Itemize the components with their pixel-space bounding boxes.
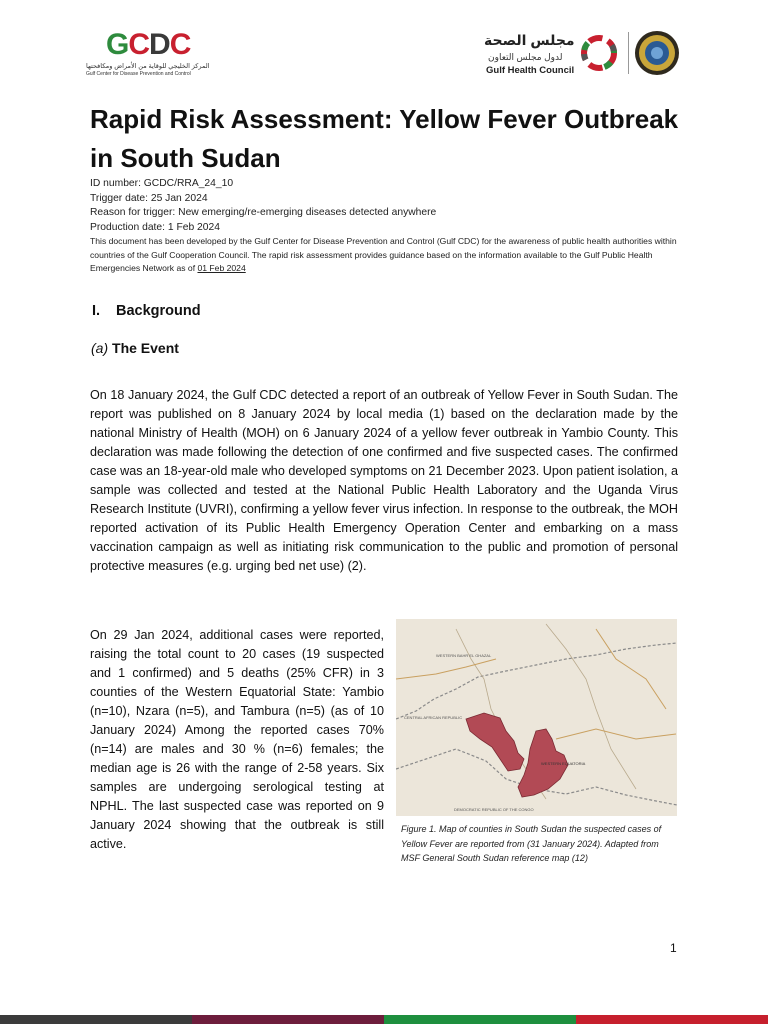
map-label-country1: CENTRAL AFRICAN REPUBLIC: [404, 715, 463, 720]
subsection-heading: [91, 340, 179, 356]
gulf-health-council-logo: [480, 28, 680, 80]
section-number: I.: [92, 303, 101, 319]
gcdc-english-name: Gulf Center for Disease Prevention and Control: [86, 71, 191, 77]
footer-bar-segment: [192, 1015, 384, 1024]
disclaimer-date: 01 Feb 2024: [197, 263, 246, 273]
ghc-arabic-subtitle: لدول مجلس التعاون: [488, 52, 563, 62]
ghc-english-name: Gulf Health Council: [486, 65, 575, 76]
ghc-arabic-title: مجلس الصحة: [484, 32, 575, 48]
figure-caption: Figure 1. Map of counties in South Sudan the suspected cases of Yellow Fever are reported from (31 January 2024). Adapted from MSF General South Sudan reference map (12): [401, 824, 662, 863]
footer-bar-segment: [576, 1015, 768, 1024]
footer-bar-segment: [384, 1015, 576, 1024]
gulf-cdc-logo: [86, 28, 216, 80]
subsection-label: (a): [91, 340, 109, 356]
gcdc-arabic-name: المركز الخليجي للوقاية من الأمراض ومكافحتها: [86, 63, 210, 70]
ribbon-emblem-icon: [576, 30, 622, 76]
gcdc-logo-text: GCDC: [106, 28, 191, 61]
gcc-seal-icon: [634, 30, 680, 76]
page-number: 1: [670, 941, 677, 955]
map-label-state2: WESTERN EQUATORIA: [541, 761, 586, 766]
production-date: Production date: 1 Feb 2024: [90, 221, 220, 233]
section-heading: [92, 303, 201, 319]
map-label-country2: DEMOCRATIC REPUBLIC OF THE CONGO: [454, 807, 534, 812]
footer-color-bar: [0, 1015, 768, 1024]
trigger-date: Trigger date: 25 Jan 2024: [90, 192, 208, 204]
disclaimer: This document has been developed by the Gulf Center for Disease Prevention and Control (Gulf CDC) for the awareness of public health authorities within countries of the Gulf Cooperation Council. The rapid risk assessment provides guidance based on the information available to the Gulf Public Health Emergencies Network as of 01 Feb 2024: [90, 236, 677, 273]
document-metadata: [90, 177, 680, 276]
outbreak-map-figure: [396, 619, 677, 816]
map-label-state1: WESTERN BAHR EL GHAZAL: [436, 653, 492, 658]
section-title: Background: [116, 303, 201, 319]
subsection-title: The Event: [112, 340, 179, 356]
logo-divider: [628, 32, 629, 74]
paragraph-event: On 18 January 2024, the Gulf CDC detected a report of an outbreak of Yellow Fever in South Sudan. The report was published on 8 January 2024 by local media (1) based on the declaration made by the national Ministry of Health (MOH) on 6 January 2024 of a yellow fever outbreak in Yambio County. This declaration was made following the detection of one confirmed and five suspected cases. The confirmed case was an 18-year-old male who developed symptoms on 21 December 2023. Upon patient isolation, a sample was collected and tested at the National Public Health Laboratory and the Uganda Virus Research Institute (UVRI), confirming a yellow fever virus infection. In response to the outbreak, the MOH reported activation of its Public Health Emergency Operation Center and embarking on a mass vaccination campaign as well as initiating risk communication to the public and promotion of personal protective measures (e.g. urging bed net use) (2).: [90, 388, 678, 573]
paragraph-cases: On 29 Jan 2024, additional cases were reported, raising the total count to 20 cases (19 suspected and 1 confirmed) and 5 deaths (25% CFR) in 3 counties of the Western Equatorial State: Yambio (n=10), Nzara (n=5), and Tambura (n=5) (as of 10 January 2024) Among the reported cases 70% (n=14) are males and 30 % (n=6) females; the median age is 26 with the range of 2-58 years. Six samples are undergoing serological testing at NPHL. The last suspected case was reported on 9 January 2024 showing that the outbreak is still active.: [90, 628, 384, 851]
id-number: ID number: GCDC/RRA_24_10: [90, 178, 234, 189]
trigger-reason: Reason for trigger: New emerging/re-emerging diseases detected anywhere: [90, 207, 437, 218]
document-title: Rapid Risk Assessment: Yellow Fever Outbreak in South Sudan: [90, 104, 679, 173]
footer-bar-segment: [0, 1015, 192, 1024]
